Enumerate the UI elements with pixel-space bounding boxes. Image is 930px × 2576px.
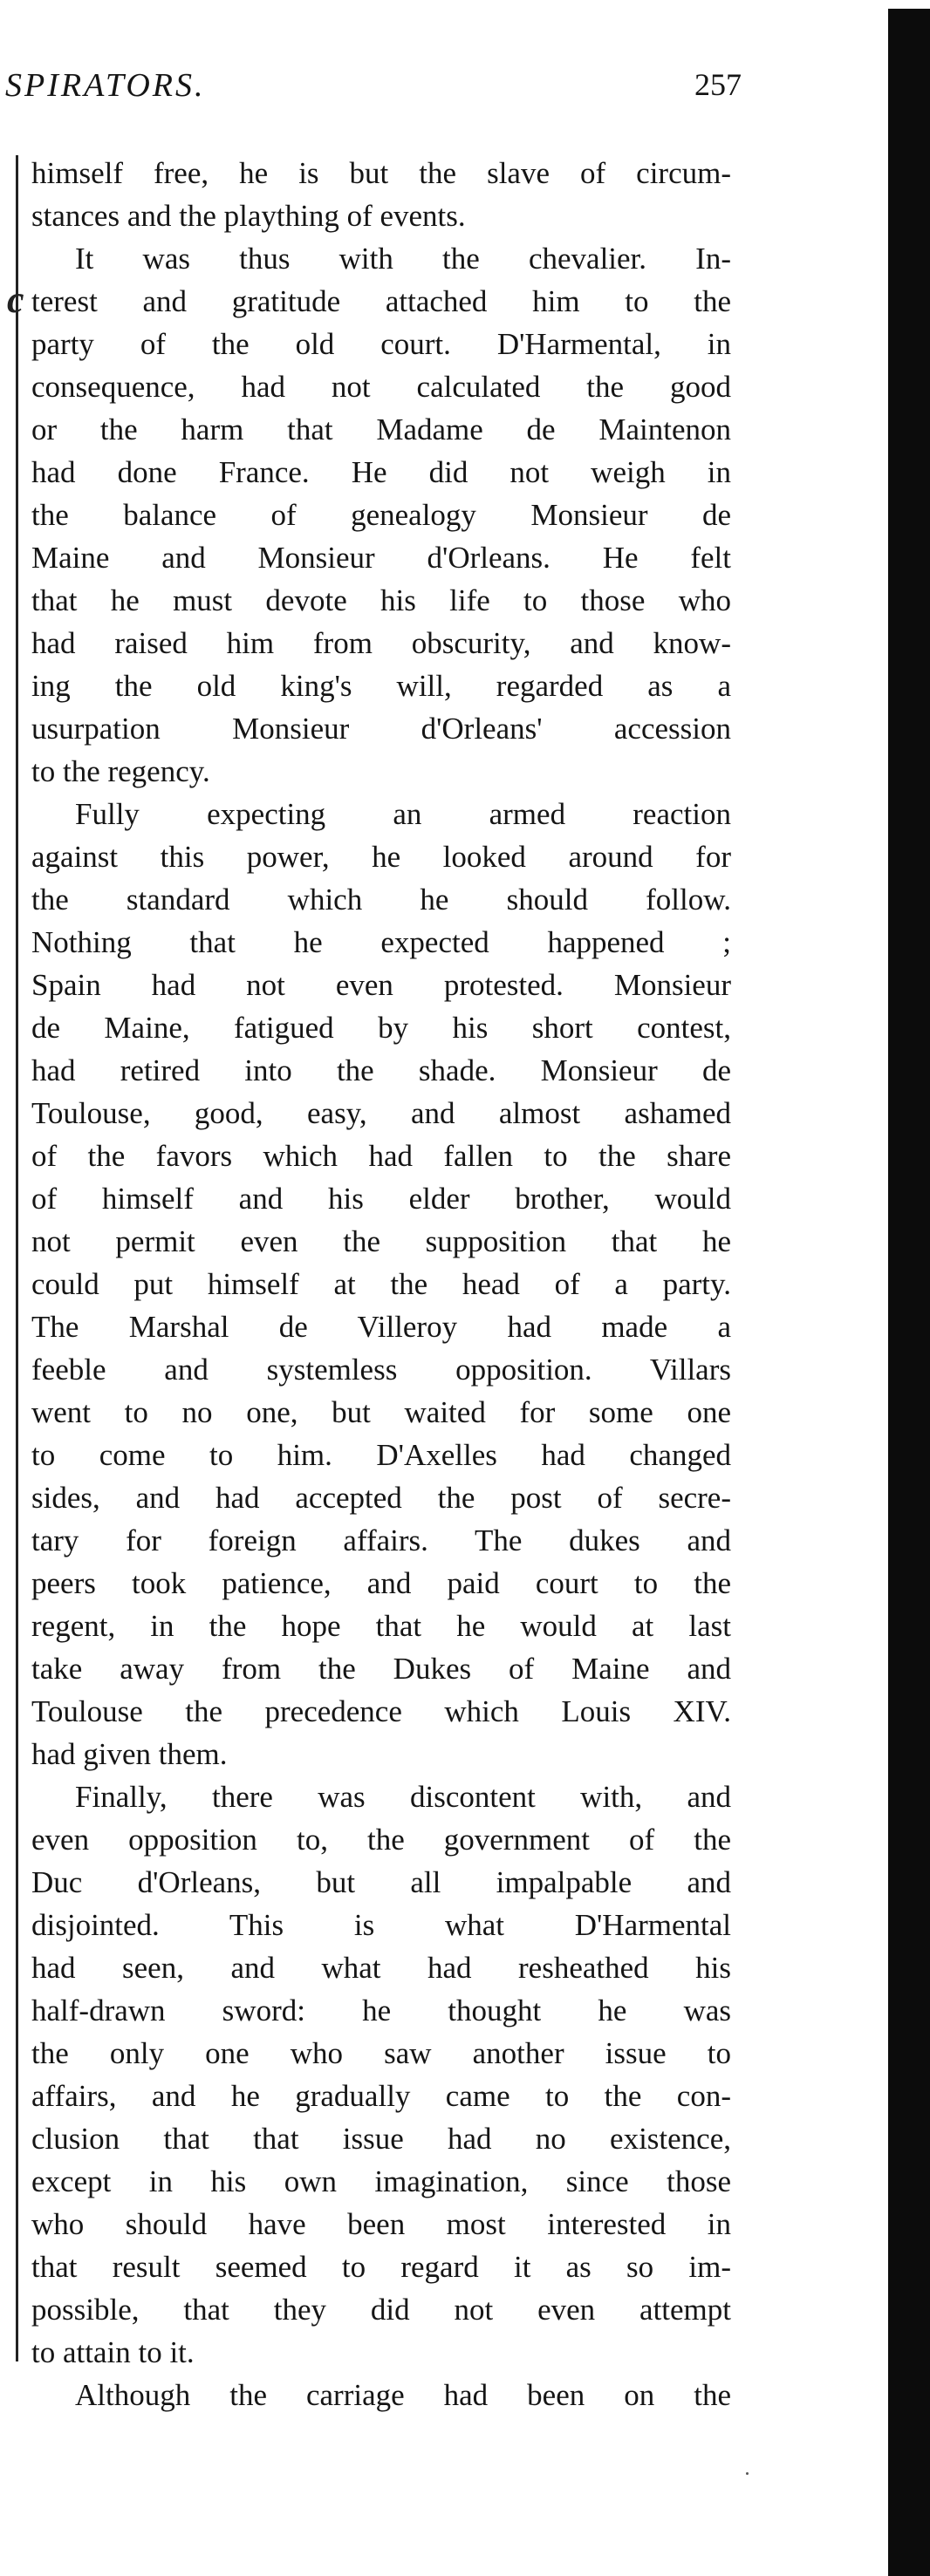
text-line: Nothing that he expected happened ;: [31, 925, 731, 959]
text-line: or the harm that Madame de Maintenon: [31, 412, 731, 446]
text-line: to the regency.: [31, 754, 210, 788]
text-line: that he must devote his life to those who: [31, 583, 731, 617]
text-line: the only one who saw another issue to: [31, 2036, 731, 2070]
text-line: Fully expecting an armed reaction: [75, 797, 731, 831]
text-line: clusion that that issue had no existence,: [31, 2122, 731, 2156]
text-line: of the favors which had fallen to the share: [31, 1139, 731, 1173]
text-line: had retired into the shade. Monsieur de: [31, 1053, 731, 1087]
text-line: the standard which he should follow.: [31, 883, 731, 917]
text-line: peers took patience, and paid court to the: [31, 1566, 731, 1600]
text-line: even opposition to, the government of the: [31, 1823, 731, 1857]
text-line: take away from the Dukes of Maine and: [31, 1652, 731, 1686]
text-line: feeble and systemless opposition. Villars: [31, 1353, 731, 1387]
text-line: usurpation Monsieur d'Orleans' accession: [31, 712, 731, 746]
text-line: not permit even the supposition that he: [31, 1224, 731, 1258]
text-line: of himself and his elder brother, would: [31, 1182, 731, 1216]
text-line: who should have been most interested in: [31, 2207, 731, 2241]
text-line: except in his own imagination, since those: [31, 2164, 731, 2198]
text-line: sides, and had accepted the post of secre-: [31, 1481, 731, 1515]
text-line: had done France. He did not weigh in: [31, 455, 731, 489]
text-line: Finally, there was discontent with, and: [75, 1780, 731, 1814]
text-line: The Marshal de Villeroy had made a: [31, 1310, 731, 1344]
text-line: Although the carriage had been on the: [75, 2378, 731, 2412]
text-line: disjointed. This is what D'Harmental: [31, 1908, 731, 1942]
text-line: Toulouse the precedence which Louis XIV.: [31, 1694, 731, 1728]
text-line: party of the old court. D'Harmental, in: [31, 327, 731, 361]
text-line: Maine and Monsieur d'Orleans. He felt: [31, 541, 731, 575]
text-line: half-drawn sword: he thought he was: [31, 1993, 731, 2027]
text-line: tary for foreign affairs. The dukes and: [31, 1523, 731, 1557]
text-line: that result seemed to regard it as so im-: [31, 2250, 731, 2284]
margin-rule: [16, 155, 18, 2361]
text-line: could put himself at the head of a party.: [31, 1267, 731, 1301]
stray-mark: [746, 2472, 749, 2475]
text-line: went to no one, but waited for some one: [31, 1395, 731, 1429]
text-line: It was thus with the chevalier. In-: [75, 242, 731, 276]
text-line: himself free, he is but the slave of circum-: [31, 156, 731, 190]
text-line: had given them.: [31, 1737, 228, 1771]
running-head: SPIRATORS.: [5, 67, 206, 104]
text-line: possible, that they did not even attempt: [31, 2293, 731, 2327]
margin-pencil-mark: c: [7, 278, 24, 321]
text-line: Duc d'Orleans, but all impalpable and: [31, 1865, 731, 1899]
text-line: stances and the plaything of events.: [31, 199, 466, 233]
text-line: ing the old king's will, regarded as a: [31, 669, 731, 703]
text-line: de Maine, fatigued by his short contest,: [31, 1011, 731, 1045]
page-number: 257: [694, 67, 742, 102]
page-header: [0, 61, 742, 113]
text-line: to come to him. D'Axelles had changed: [31, 1438, 731, 1472]
text-line: had seen, and what had resheathed his: [31, 1951, 731, 1985]
text-line: had raised him from obscurity, and know-: [31, 626, 731, 660]
text-line: consequence, had not calculated the good: [31, 370, 731, 404]
text-line: the balance of genealogy Monsieur de: [31, 498, 731, 532]
text-line: terest and gratitude attached him to the: [31, 284, 731, 318]
text-line: Spain had not even protested. Monsieur: [31, 968, 731, 1002]
text-line: affairs, and he gradually came to the con-: [31, 2079, 731, 2113]
binding-edge: [888, 9, 930, 2576]
text-line: against this power, he looked around for: [31, 840, 731, 874]
text-line: Toulouse, good, easy, and almost ashamed: [31, 1096, 731, 1130]
text-line: to attain to it.: [31, 2335, 195, 2369]
text-line: regent, in the hope that he would at last: [31, 1609, 731, 1643]
body-text: [31, 152, 731, 2416]
